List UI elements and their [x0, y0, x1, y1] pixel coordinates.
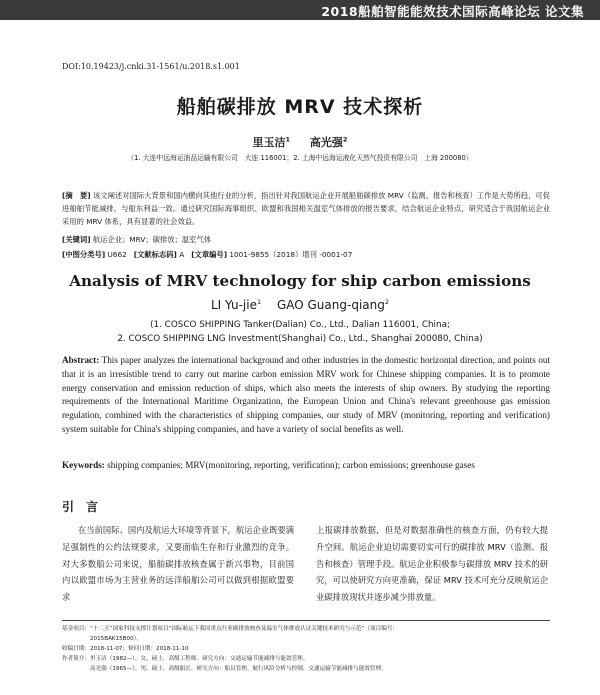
- doi: DOI:10.19423/j.cnki.31-1561/u.2018.s1.001: [62, 62, 240, 71]
- article-value: 1001-9855（2018）增刊 -0001-07: [229, 250, 353, 259]
- english-author-2: GAO Guang-qiang$^2$: [276, 298, 389, 312]
- english-affiliation-2: 2. COSCO SHIPPING LNG Investment(Shanghai) Co., Ltd., Shanghai 200080, China): [117, 334, 483, 344]
- author-2: 高光强$^2$: [309, 135, 348, 149]
- footnote-dates: 收稿日期：2018-11-07；修回日期：2018-11-10: [62, 646, 189, 652]
- english-affiliation-1: (1. COSCO SHIPPING Tanker(Dalian) Co., Ltd., Dalian 116001, China;: [150, 320, 450, 330]
- body-column-right: 上报碳排放数据，但是对数据准确性的核查方面，仍有较大提升空间。航运企业迫切需要切实可行的碳排放 MRV（监测、报告和核查）管理手段。航运企业积极参与碳排放 MRV 技术的研究，可以使研究方向更准确，保证 MRV 技术可充分反映航运企业碳排放现状并逐步减少排放量。: [316, 525, 548, 603]
- code-label: [文献标志码]: [133, 250, 177, 259]
- abstract-label: [摘 要]: [62, 191, 91, 200]
- chinese-affiliation: （1. 大连中远海运油品运输有限公司 大连 116001；2. 上海中远海运液化天然气投资有限公司 上海 200080）: [127, 154, 473, 162]
- english-keywords: [62, 460, 550, 470]
- english-abstract: [62, 354, 550, 437]
- running-header: 2018船舶智能能效技术国际高峰论坛 论文集: [321, 4, 584, 19]
- english-keywords-text: shipping companies; MRV(monitoring, reporting, verification); carbon emissions; greenhouse gases: [107, 460, 475, 470]
- footnote-author-intro-2: 高光强（1965—），男，硕士，高级船长。研究方向：船员管理、航行风险分析与控制、交通运输节能减排与能效管理。: [90, 666, 387, 672]
- footnote-rule: [62, 620, 550, 621]
- code-value: A: [179, 250, 185, 259]
- footnote-fund-cont: 2015BAK15B00）。: [90, 636, 143, 642]
- keywords-text: 航运企业；MRV；碳排放；温室气体: [92, 235, 212, 244]
- chinese-keywords: [62, 235, 550, 245]
- section-heading-introduction: 引言: [62, 500, 111, 514]
- english-abstract-text: This paper analyzes the international background and other industries in the domestic horizontal direction, and points out that it is an irresistible trend to carry out marine carbon emission MRV work for Chinese shipping companies. It is to promote energy conservation and emission reduction of ships, which also meets the interests of ship owners. By studying the reporting requirements of the International Maritime Organization, the European Union and China's relevant greenhouse gas emission regulation, combined with the characteristics of shipping companies, our study of MRV (monitoring, reporting and verification) system suitable for China's shipping companies, and have a variety of social benefits as well.: [62, 355, 551, 434]
- footnote-author-intro: 作者简介：里玉洁（1982—），女，硕士，高级工程师。研究方向：交通运输节能减排与能效管理。: [62, 656, 309, 662]
- footnote-fund: 基金项目：“十二五”国家科技支撑计划项目“国际航运下我国重点行业碳排放核查及温室气体排放认证关键技术研究与示范”（项目编号：: [62, 626, 399, 632]
- class-label: [中图分类号]: [62, 250, 106, 259]
- article-label: [文章编号]: [191, 250, 228, 259]
- english-authors: [0, 298, 600, 312]
- english-keywords-label: Keywords:: [62, 460, 105, 470]
- english-author-1: LI Yu-jie$^1$: [211, 298, 262, 312]
- footnotes: [62, 624, 550, 674]
- chinese-title: 船舶碳排放 MRV 技术探析: [176, 96, 424, 118]
- author-1: 里玉洁$^1$: [252, 135, 291, 149]
- body-column-left: 在当前国际、国内及航运大环境等背景下，航运企业既要满足强制性的公约法规要求，又要面临生存和行业激烈的竞争。对大多数船公司来说，船舶碳排放核查属于新兴事物，目前国内以欧盟市场为主营业务的远洋船舶公司可以做到根据欧盟要求: [62, 525, 294, 603]
- class-value: U662: [107, 250, 127, 259]
- chinese-authors: [0, 134, 600, 150]
- english-title: Analysis of MRV technology for ship carbon emissions: [69, 272, 531, 290]
- keywords-label: [关键词]: [62, 235, 91, 244]
- chinese-abstract: [62, 190, 550, 228]
- abstract-text: 该文阐述对国际大背景和国内横向其他行业的分析，指出针对我国航运企业开展船舶碳排放 MRV（监测、报告和核查）工作是大势所趋，可促进船舶节能减排，与船东利益一致。通过研究国际海事组织、欧盟和我国相关温室气体排放的报告要求，结合航运企业特点，研究适合于我国航运企业采用的 MRV 体系，具有显著的社会效益。: [62, 191, 550, 226]
- english-abstract-label: Abstract:: [62, 355, 100, 365]
- classification-line: [62, 250, 550, 260]
